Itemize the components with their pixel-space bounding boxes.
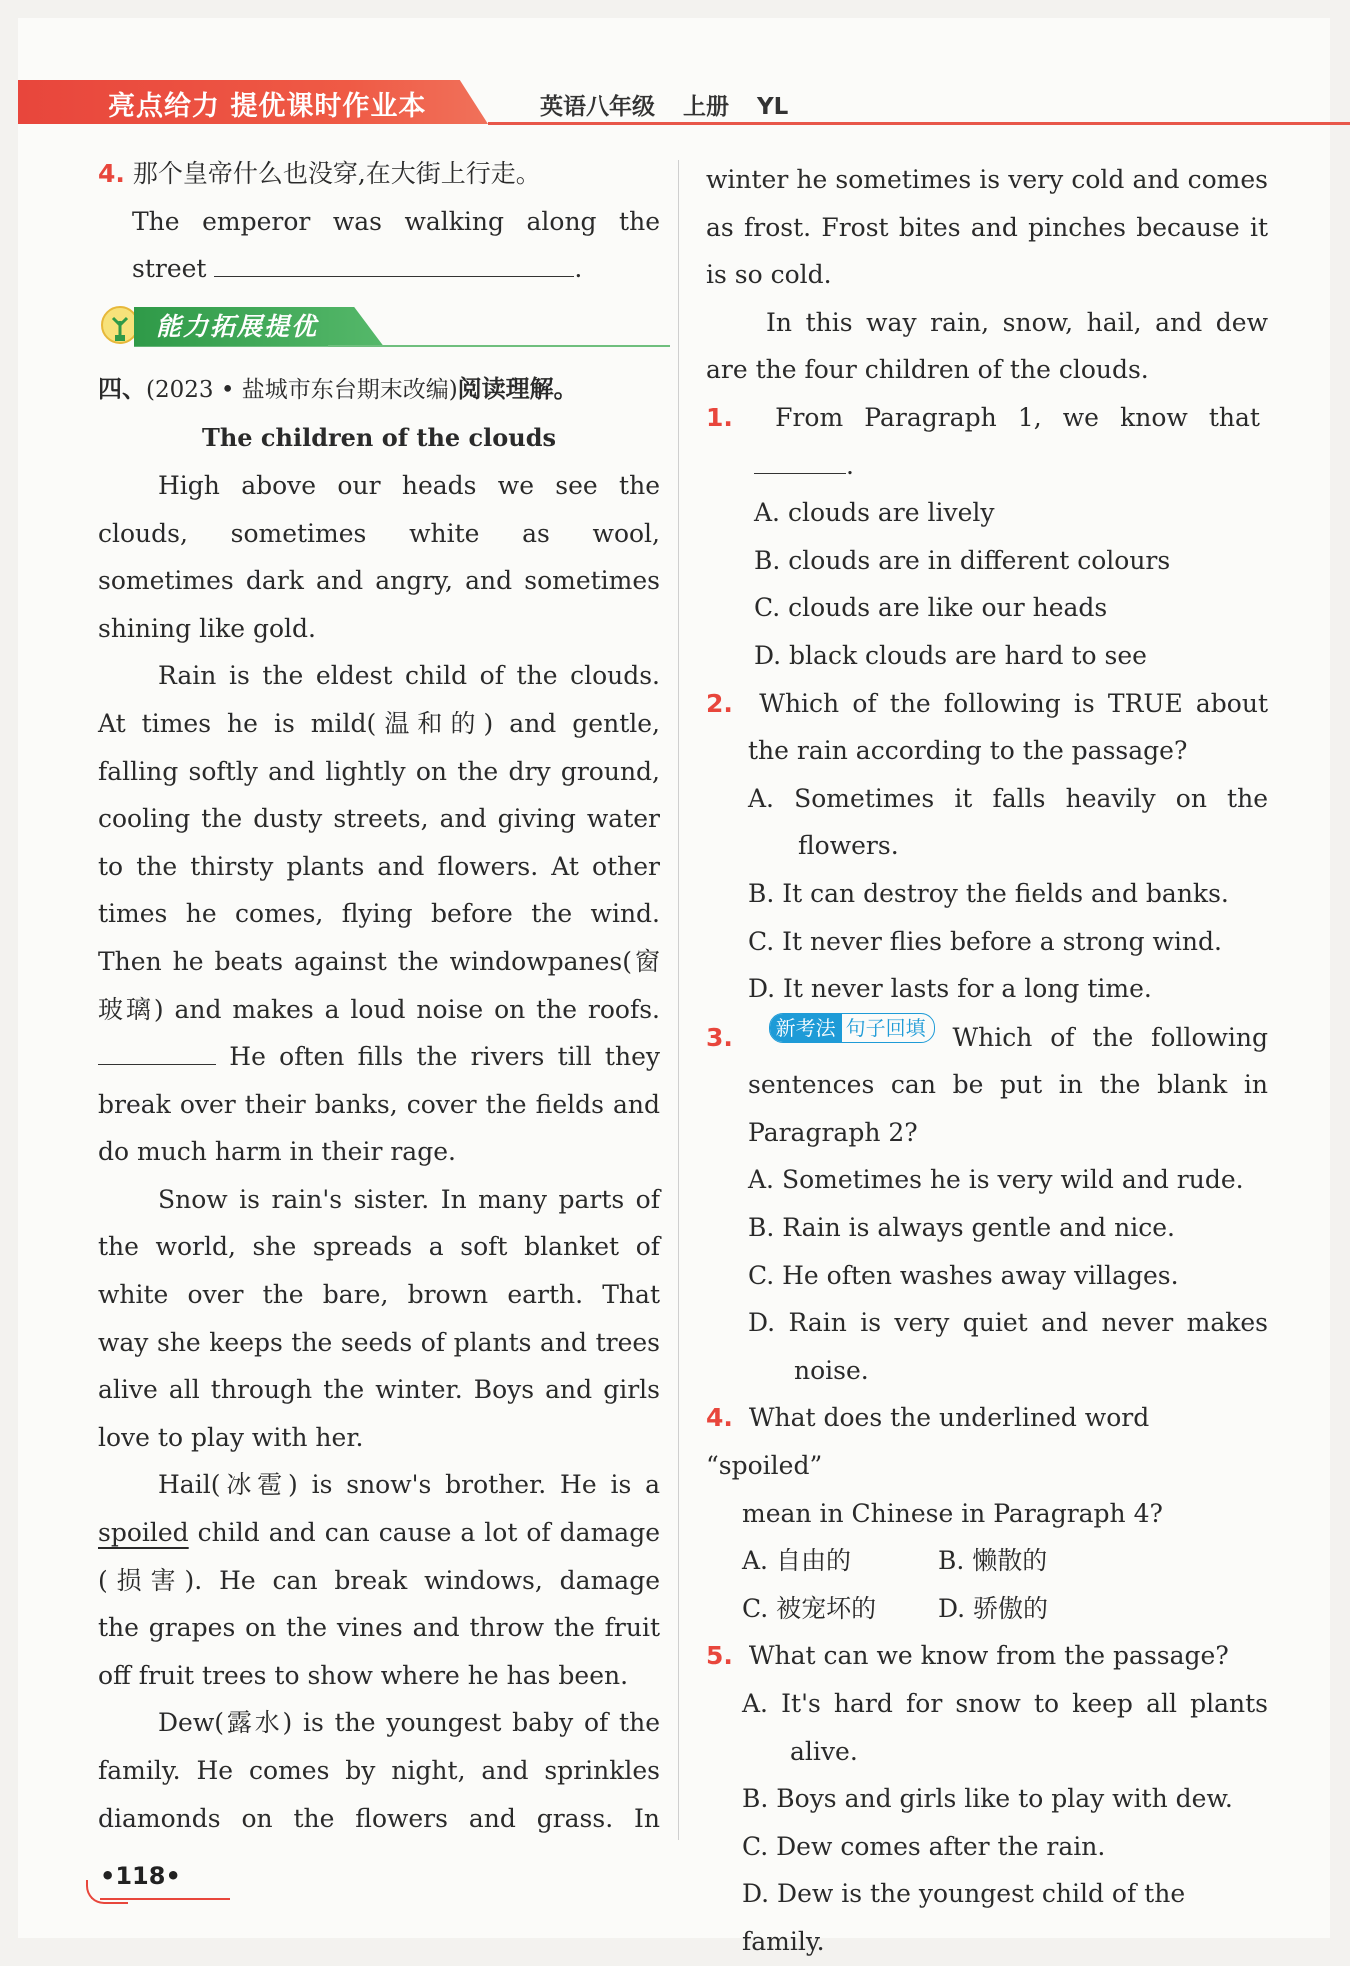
option[interactable]: A. 自由的 bbox=[742, 1546, 851, 1576]
source-note: (2023 • 盐城市东台期末改编) bbox=[146, 376, 458, 403]
chinese-sentence: 那个皇帝什么也没穿,在大街上行走。 bbox=[132, 159, 541, 188]
question-3: 3. 新考法 句子回填 Which of the following sentences can be put in the blank in Paragraph 2? A. Sometimes he is very wild and rude. B. Rain is always gentle and nice. C. He often washes away villages. D. Rain is very quiet and never makes noise. bbox=[706, 1013, 1268, 1395]
reading-heading: 四、(2023 • 盐城市东台期末改编)阅读理解。 bbox=[98, 374, 578, 403]
english-line-blank: street . bbox=[98, 245, 660, 293]
series-title: 亮点给力 提优课时作业本 bbox=[108, 91, 427, 122]
answer-blank[interactable] bbox=[754, 445, 846, 474]
passage-blank[interactable] bbox=[98, 1036, 216, 1065]
option[interactable]: C. He often washes away villages. bbox=[748, 1260, 1179, 1290]
item-number: 4. bbox=[98, 159, 125, 188]
right-column bbox=[706, 156, 1268, 1966]
subject-label: 英语八年级 上册 YL bbox=[540, 94, 789, 120]
paragraph-2: Rain is the eldest child of the clouds. At times he is mild(温和的) and gentle, falling softly and lightly on the dry ground, cooling the dusty streets, and giving water to the thirsty plants and flowers. At other times he comes, flying before the wind. Then he beats against the windowpanes(窗 玻璃) and makes a loud noise on the roofs. He often fills the rivers till they break over their banks, cover the fields and do much harm in their rage. bbox=[98, 661, 660, 1167]
option[interactable]: A. It's hard for snow to keep all plants bbox=[742, 1689, 1268, 1718]
option[interactable]: B. Rain is always gentle and nice. bbox=[748, 1213, 1175, 1243]
question-4: 4. What does the underlined word “spoiled” mean in Chinese in Paragraph 4? A. 自由的 B. 懒散的 C. 被宠坏的 D. 骄傲的 bbox=[706, 1394, 1268, 1632]
task-label: 阅读理解。 bbox=[457, 374, 578, 403]
paragraph-5-continued: winter he sometimes is very cold and comes as frost. Frost bites and pinches because it is so cold. bbox=[706, 165, 1268, 290]
option[interactable]: A. clouds are lively bbox=[754, 498, 995, 528]
translation-item bbox=[98, 150, 660, 293]
banner-label: 能力拓展提优 bbox=[156, 311, 319, 341]
option[interactable]: B. Boys and girls like to play with dew. bbox=[742, 1784, 1233, 1814]
blank-line: He often fills the rivers till they bbox=[98, 1033, 660, 1081]
header-rule bbox=[488, 122, 1350, 125]
paragraph-1: High above our heads we see the clouds, sometimes white as wool, sometimes dark and angry, and sometimes shining like gold. bbox=[98, 470, 660, 643]
question-type-tag: 新考法 句子回填 bbox=[769, 1013, 935, 1043]
option[interactable]: A. Sometimes it falls heavily on the bbox=[748, 783, 1268, 813]
left-column bbox=[98, 150, 660, 1842]
option[interactable]: D. Dew is the youngest child of the family. bbox=[742, 1879, 1186, 1956]
passage-title: The children of the clouds bbox=[201, 423, 557, 453]
option[interactable]: D. black clouds are hard to see bbox=[754, 640, 1147, 670]
option[interactable]: B. It can destroy the fields and banks. bbox=[748, 878, 1229, 908]
page-number: •118• bbox=[100, 1862, 181, 1890]
option[interactable]: C. Dew comes after the rain. bbox=[742, 1831, 1106, 1861]
section-banner bbox=[98, 297, 660, 359]
answer-blank[interactable] bbox=[214, 248, 574, 277]
option[interactable]: C. 被宠坏的 bbox=[742, 1593, 877, 1623]
english-line: The emperor was walking along the bbox=[132, 206, 660, 236]
option[interactable]: C. It never flies before a strong wind. bbox=[748, 926, 1222, 956]
option[interactable]: D. It never lasts for a long time. bbox=[748, 974, 1152, 1004]
paragraph-5: Dew(露水) is the youngest baby of the family. He comes by night, and sprinkles diamonds on the flowers and grass. In bbox=[98, 1708, 660, 1833]
option[interactable]: D. 骄傲的 bbox=[938, 1593, 1049, 1623]
option[interactable]: D. Rain is very quiet and never makes bbox=[748, 1308, 1268, 1338]
option[interactable]: B. clouds are in different colours bbox=[754, 545, 1171, 575]
option[interactable]: A. Sometimes he is very wild and rude. bbox=[748, 1165, 1244, 1195]
page-number-rule bbox=[100, 1898, 230, 1900]
option[interactable]: C. clouds are like our heads bbox=[754, 593, 1108, 623]
column-divider bbox=[678, 160, 679, 1840]
question-1: 1. From Paragraph 1, we know that . A. clouds are lively B. clouds are in different colours C. clouds are like our heads D. black clouds are hard to see bbox=[706, 394, 1268, 680]
paragraph-3: Snow is rain's sister. In many parts of the world, she spreads a soft blanket of white over the bare, brown earth. That way she keeps the seeds of plants and trees alive all through the winter. Boys and girls love to play with her. bbox=[98, 1184, 660, 1452]
question-5: 5. What can we know from the passage? A. It's hard for snow to keep all plants alive. B. Boys and girls like to play with dew. C. Dew comes after the rain. D. Dew is the youngest child of the family. bbox=[706, 1632, 1268, 1965]
underlined-word: spoiled bbox=[98, 1518, 189, 1548]
paragraph-4: Hail(冰雹) is snow's brother. He is a spoiled child and can cause a lot of damage (损害). He can break windows, damage the grapes on the vines and throw the fruit off fruit trees to show where he has been. bbox=[98, 1470, 660, 1690]
question-2: 2. Which of the following is TRUE about the rain according to the passage? A. Sometimes it falls heavily on the flowers. B. It can destroy the fields and banks. C. It never flies before a strong wind. D. It never lasts for a long time. bbox=[706, 680, 1268, 1013]
option[interactable]: B. 懒散的 bbox=[938, 1546, 1048, 1576]
paragraph-6: In this way rain, snow, hail, and dew are the four children of the clouds. bbox=[706, 307, 1268, 385]
